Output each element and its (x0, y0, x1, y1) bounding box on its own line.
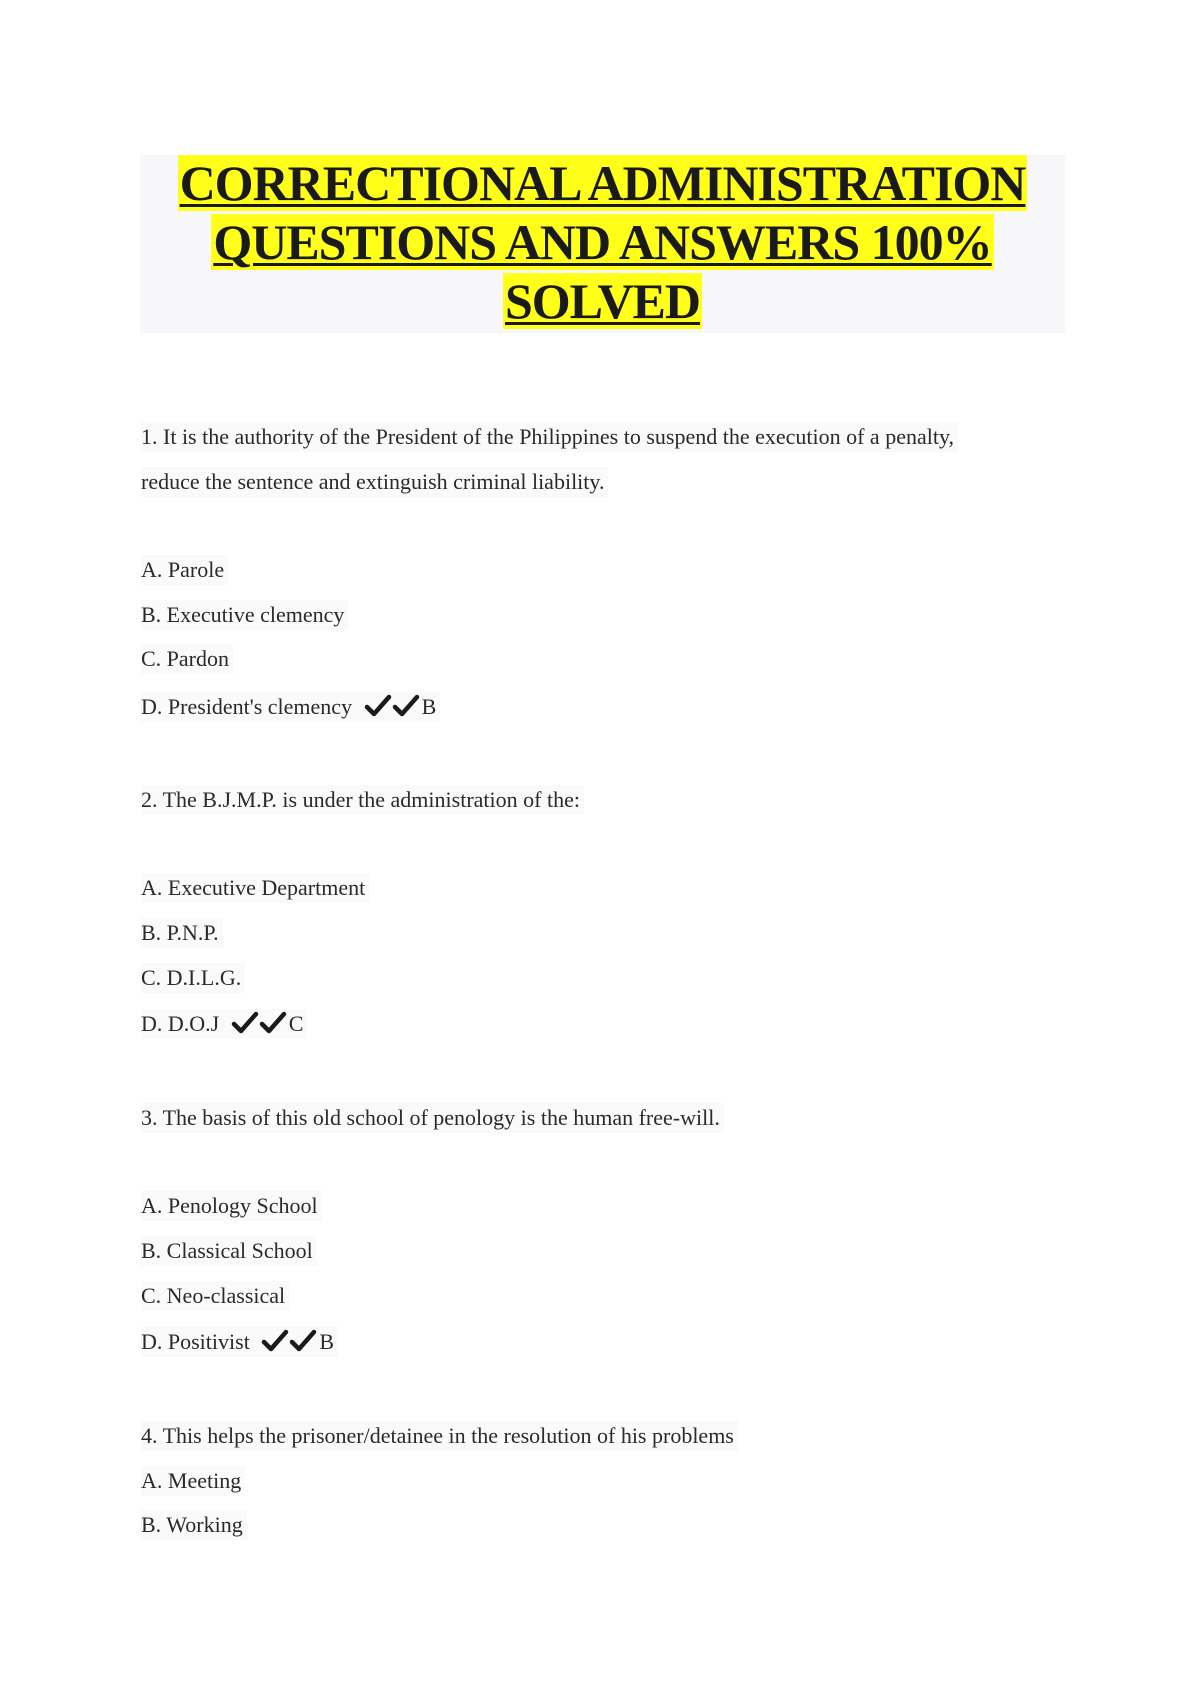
question-3-option-d-row (141, 1327, 338, 1357)
question-3-option-d: D. Positivist (141, 1329, 250, 1354)
question-3-answer: B (319, 1329, 334, 1354)
question-4-text-line-1: 4. This helps the prisoner/detainee in the resolution of his problems (141, 1421, 738, 1451)
check-icon (231, 1011, 259, 1035)
question-2-option-c: C. D.I.L.G. (141, 963, 245, 993)
question-3-option-c: C. Neo-classical (141, 1281, 289, 1311)
question-1-text-line-1: 1. It is the authority of the President of the Philippines to suspend the execution of a penalty, (141, 422, 958, 452)
question-1-option-d-row (141, 692, 440, 722)
document-title-line-1: CORRECTIONAL ADMINISTRATION (179, 155, 1026, 211)
question-2-option-d-row (141, 1009, 307, 1039)
question-1-option-c: C. Pardon (141, 644, 233, 674)
check-icon (259, 1011, 287, 1035)
question-1-text-line-2: reduce the sentence and extinguish criminal liability. (141, 467, 608, 497)
check-icon (392, 694, 420, 718)
check-icon (364, 694, 392, 718)
question-3-option-a: A. Penology School (141, 1191, 322, 1221)
question-1-answer: B (421, 694, 437, 719)
question-2-text-line-1: 2. The B.J.M.P. is under the administration of the: (141, 785, 584, 815)
check-icon (289, 1329, 317, 1353)
question-1-option-d: D. President's clemency (141, 694, 353, 719)
question-3-option-b: B. Classical School (141, 1236, 317, 1266)
question-2-option-d: D. D.O.J (141, 1011, 220, 1036)
document-title-line-3: SOLVED (504, 273, 701, 329)
question-2-answer: C (288, 1011, 304, 1036)
question-2-option-b: B. P.N.P. (141, 918, 223, 948)
question-2-option-a: A. Executive Department (141, 873, 369, 903)
document-title-line-2: QUESTIONS AND ANSWERS 100% (213, 214, 992, 270)
question-4-option-a: A. Meeting (141, 1466, 245, 1496)
question-1-option-b: B. Executive clemency (141, 600, 348, 630)
question-3-text-line-1: 3. The basis of this old school of penology is the human free-will. (141, 1103, 724, 1133)
question-4-option-b: B. Working (141, 1510, 247, 1540)
question-1-option-a: A. Parole (141, 555, 228, 585)
title-block (140, 155, 1065, 333)
check-icon (261, 1329, 289, 1353)
